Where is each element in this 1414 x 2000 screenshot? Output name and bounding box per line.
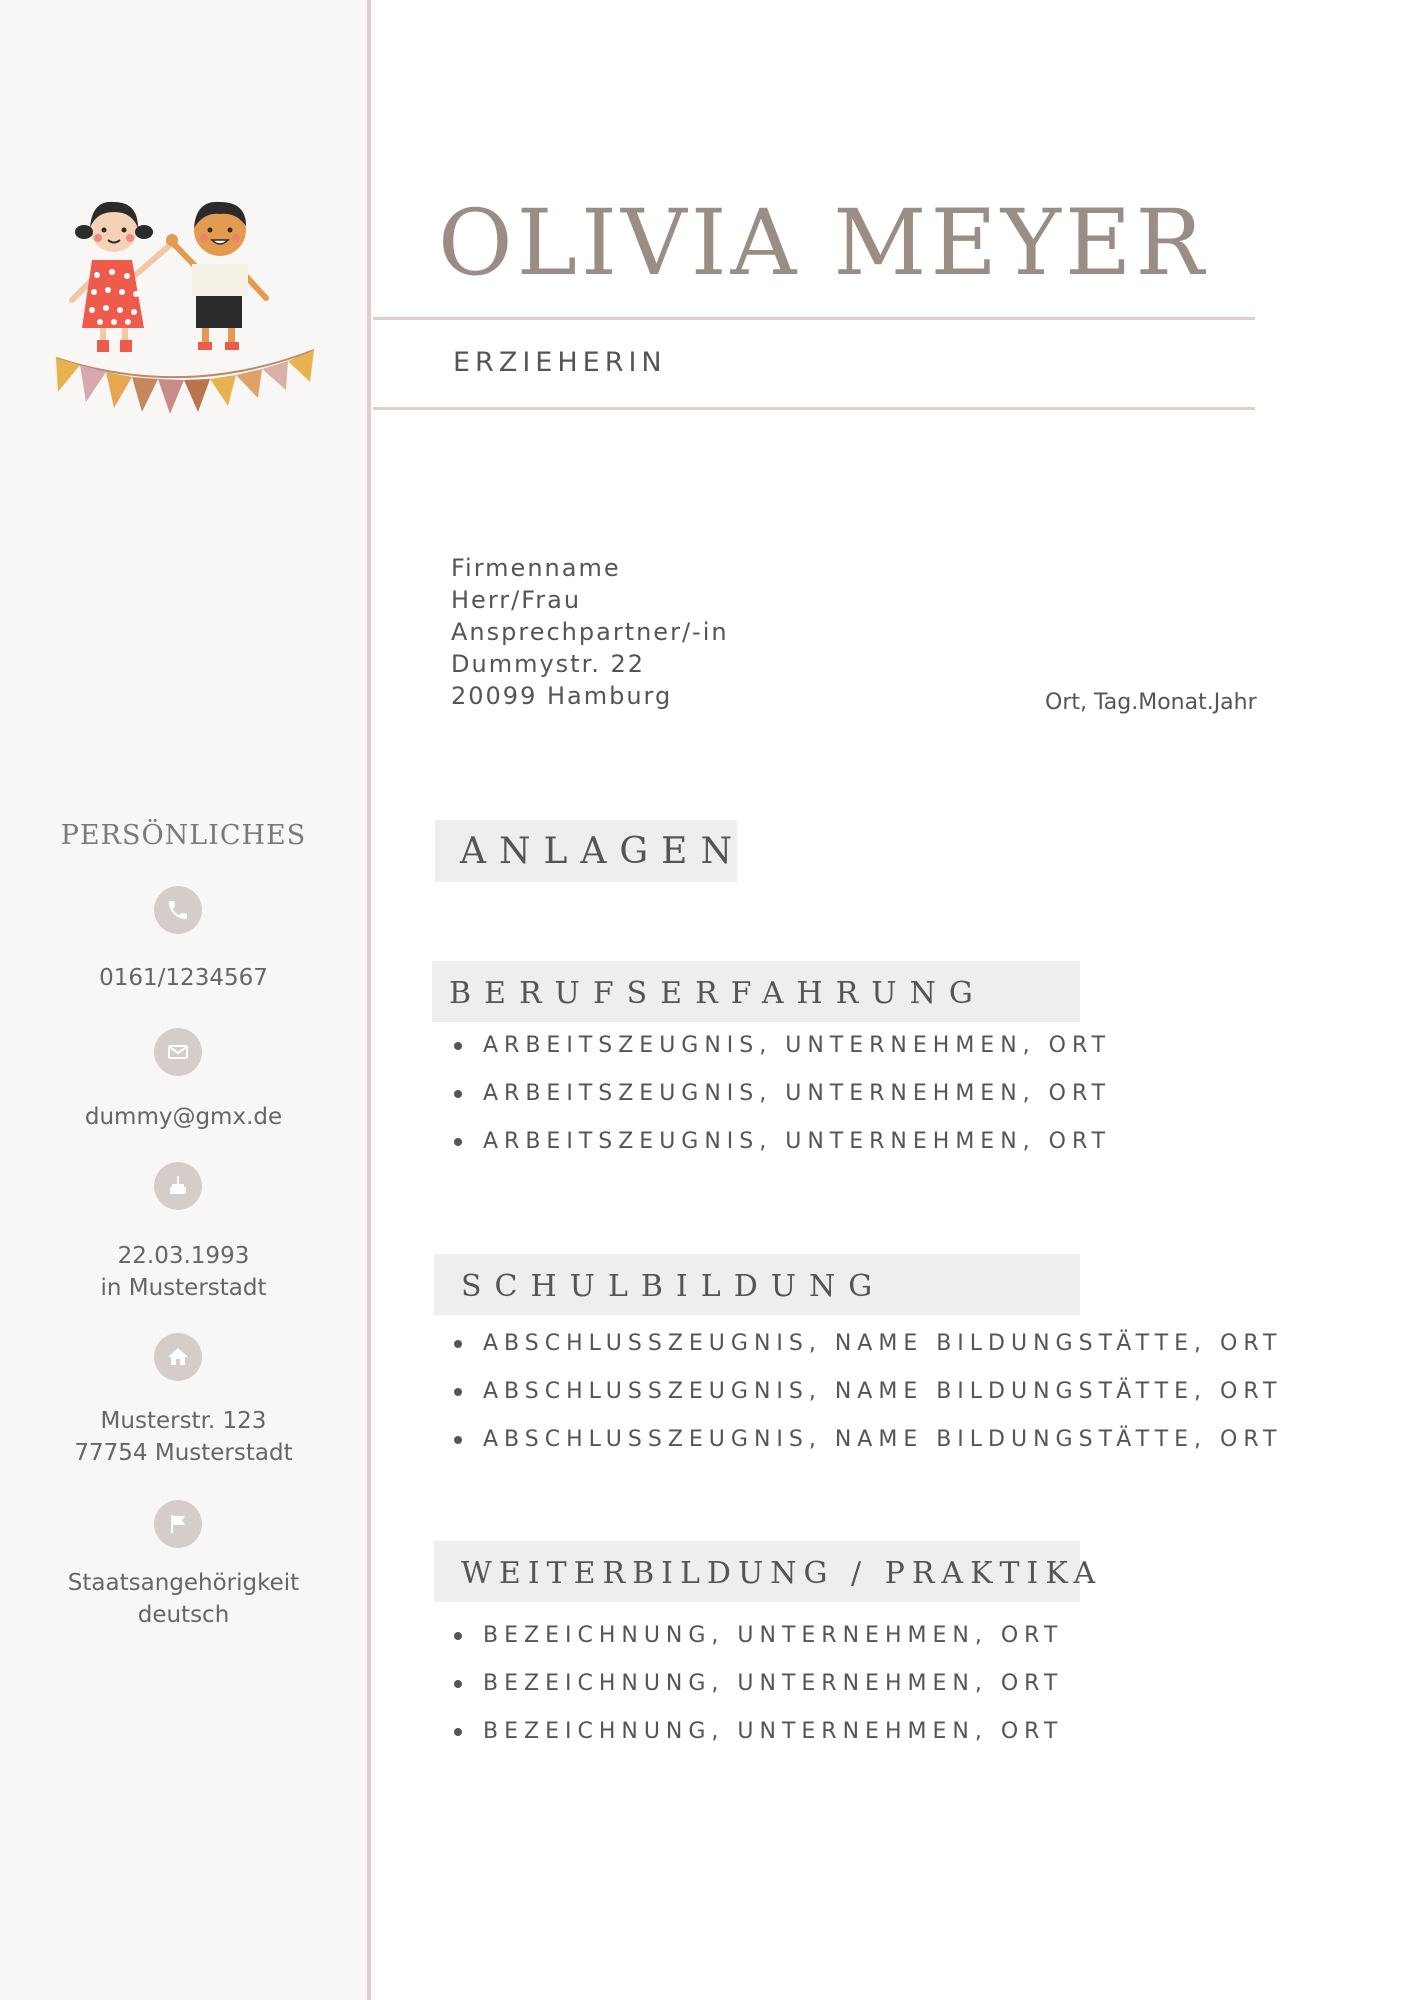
list-item: ABSCHLUSSZEUGNIS, NAME BILDUNGSTÄTTE, ORT xyxy=(483,1331,1283,1356)
flag-icon xyxy=(154,1500,202,1548)
house-icon xyxy=(154,1333,202,1381)
list-item: BEZEICHNUNG, UNTERNEHMEN, ORT xyxy=(483,1719,1064,1744)
girl-figure xyxy=(72,202,178,352)
recipient-company: Firmenname xyxy=(451,554,621,582)
bullet xyxy=(454,1090,462,1098)
list-item: BEZEICHNUNG, UNTERNEHMEN, ORT xyxy=(483,1623,1064,1648)
bullet xyxy=(454,1138,462,1146)
header-divider-bottom xyxy=(373,407,1255,410)
boy-figure xyxy=(166,202,266,350)
list-item: ARBEITSZEUGNIS, UNTERNEHMEN, ORT xyxy=(483,1129,1112,1154)
header-divider-top xyxy=(373,317,1255,320)
envelope-icon xyxy=(154,1028,202,1076)
bullet xyxy=(454,1436,462,1444)
bullet xyxy=(454,1340,462,1348)
recipient-salutation: Herr/Frau xyxy=(451,586,582,614)
vertical-divider xyxy=(367,0,371,2000)
bullet xyxy=(454,1042,462,1050)
bullet xyxy=(454,1632,462,1640)
recipient-contact: Ansprechpartner/-in xyxy=(451,618,729,646)
nationality-label: Staatsangehörigkeit xyxy=(67,1570,300,1596)
email-address[interactable]: dummy@gmx.de xyxy=(84,1104,283,1130)
list-item: ARBEITSZEUGNIS, UNTERNEHMEN, ORT xyxy=(483,1033,1112,1058)
list-item: ARBEITSZEUGNIS, UNTERNEHMEN, ORT xyxy=(483,1081,1112,1106)
recipient-city: 20099 Hamburg xyxy=(451,682,673,710)
recipient-street: Dummystr. 22 xyxy=(451,650,646,678)
weiterbildung-heading: WEITERBILDUNG / PRAKTIKA xyxy=(461,1556,1103,1591)
cake-icon xyxy=(154,1162,202,1210)
phone-number[interactable]: 0161/1234567 xyxy=(99,965,268,991)
list-item: ABSCHLUSSZEUGNIS, NAME BILDUNGSTÄTTE, ORT xyxy=(483,1379,1283,1404)
list-item: ABSCHLUSSZEUGNIS, NAME BILDUNGSTÄTTE, ORT xyxy=(483,1427,1283,1452)
recipient-address xyxy=(451,552,729,712)
phone-icon xyxy=(154,886,202,934)
birth-date: 22.03.1993 xyxy=(117,1243,250,1269)
personal-info-heading: PERSÖNLICHES xyxy=(60,820,307,851)
list-item: BEZEICHNUNG, UNTERNEHMEN, ORT xyxy=(483,1671,1064,1696)
children-bunting-illustration xyxy=(52,200,318,440)
place-date: Ort, Tag.Monat.Jahr xyxy=(1045,690,1257,715)
street-address: Musterstr. 123 xyxy=(100,1408,267,1434)
bullet xyxy=(454,1728,462,1736)
bullet xyxy=(454,1680,462,1688)
bunting-flags xyxy=(56,350,314,414)
anlagen-heading: ANLAGEN xyxy=(460,831,745,872)
nationality-value: deutsch xyxy=(137,1602,230,1628)
schulbildung-heading: SCHULBILDUNG xyxy=(461,1269,886,1304)
berufserfahrung-heading: BERUFSERFAHRUNG xyxy=(449,976,986,1011)
bullet xyxy=(454,1388,462,1396)
applicant-name: OLIVIA MEYER xyxy=(438,191,1208,296)
city-address: 77754 Musterstadt xyxy=(74,1440,293,1466)
job-title: ERZIEHERIN xyxy=(453,347,667,378)
birth-place: in Musterstadt xyxy=(100,1275,267,1301)
